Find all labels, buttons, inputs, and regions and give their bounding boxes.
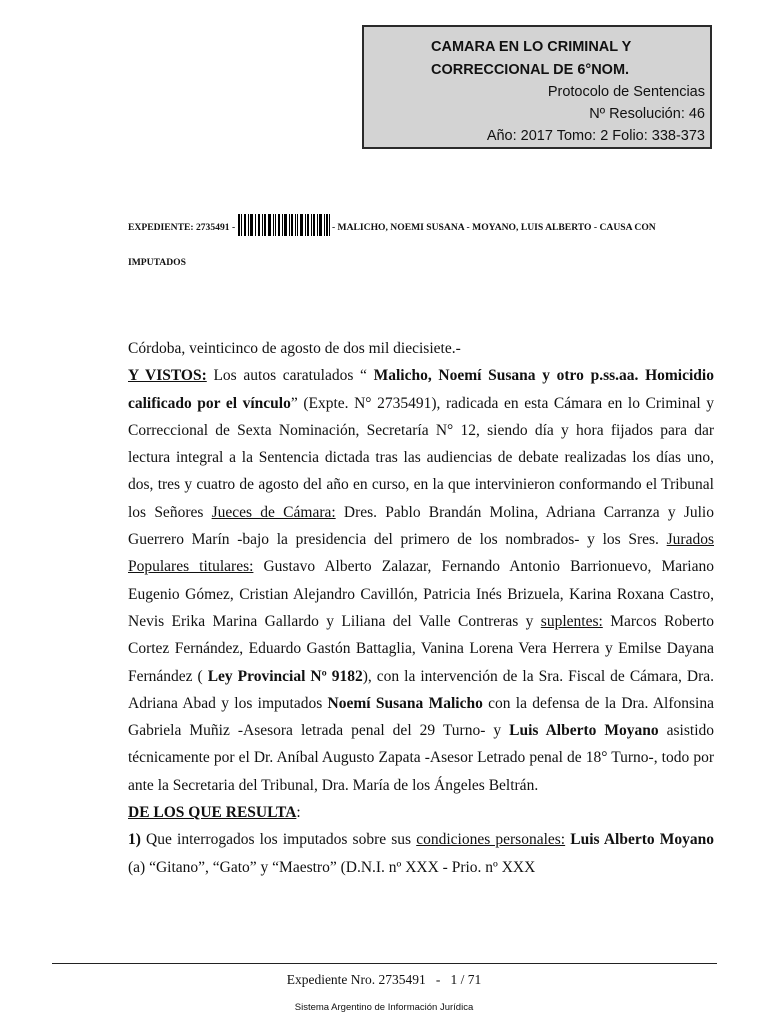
defendant-name: Noemí Susana Malicho	[327, 694, 483, 712]
resulta-heading: DE LOS QUE RESULTA	[128, 804, 297, 822]
footer-divider	[52, 963, 717, 964]
text-run: asistido técnicamente por el Dr. Aníbal Augusto Zapata -Asesor Letrado penal de 18° Turno-, todo por ante la Secretaria del Tribunal, Dra. María de los Ángeles Beltrán.	[128, 722, 714, 794]
court-name-line1: CAMARA EN LO CRIMINAL Y	[431, 39, 632, 55]
ruling-body	[128, 335, 714, 881]
resulta-heading-line	[128, 799, 714, 826]
text-run: (a) “Gitano”, “Gato” y “Maestro” (D.N.I. nº XXX - Prio. nº XXX	[128, 858, 536, 876]
substitutes-label: suplentes:	[540, 612, 603, 630]
expediente-header	[128, 216, 718, 240]
text-run: con la defensa de la Dra. Alfonsina Gabriela Muñiz -Asesora letrada penal del 29 Turno- y	[128, 694, 714, 740]
expediente-parties: - MALICHO, NOEMI SUSANA - MOYANO, LUIS ALBERTO - CAUSA CON	[331, 222, 656, 233]
text-run: :	[296, 804, 301, 822]
text-run: Los autos caratulados “	[206, 367, 374, 385]
defendant-name: Luis Alberto Moyano	[570, 831, 715, 849]
judges-label: Jueces de Cámara:	[211, 503, 336, 521]
resolution-number: Nº Resolución: 46	[589, 106, 705, 122]
case-title: Malicho, Noemí Susana y otro p.ss.aa. Homicidio calificado por el vínculo	[128, 367, 714, 412]
defendant-name: Luis Alberto Moyano	[509, 722, 659, 740]
text-run: ), con la intervención de la Sra. Fiscal de Cámara, Dra. Adriana Abad y los imputados	[128, 667, 714, 712]
text-run: ” (Expte. N° 2735491), radicada en esta Cámara en lo Criminal y Correccional de Sexta Nominación, Secretaría N° 12, siendo día y hora fijados para dar lectura integral a la Sentencia dictada tras las audiencias de debate realizadas los días uno, dos, tres y cuatro de agosto del año en curso, en la que intervinieron conformando el Tribunal los Señores	[128, 394, 714, 521]
court-name-line2: CORRECCIONAL DE 6°NOM.	[431, 62, 630, 78]
footer-page-info: Expediente Nro. 2735491 - 1 / 71	[286, 972, 482, 987]
barcode-icon	[238, 214, 330, 236]
personal-conditions-label: condiciones personales:	[416, 831, 566, 849]
court-header-box	[362, 25, 712, 149]
text-run: Gustavo Alberto Zalazar, Fernando Antonio Barrionuevo, Mariano Eugenio Gómez, Cristian Alejandro Cavillón, Patricia Inés Brizuela, Karina Roxana Castro, Nevis Erika Marina Gallardo y Liliana del Valle Contreras y	[128, 558, 714, 630]
year-volume-folio: Año: 2017 Tomo: 2 Folio: 338-373	[486, 128, 705, 144]
vistos-paragraph	[128, 362, 714, 799]
vistos-heading: Y VISTOS:	[128, 367, 207, 385]
text-run: Marcos Roberto Cortez Fernández, Eduardo Gastón Battaglia, Vanina Lorena Vera Herrera y Emilse Dayana Fernández (	[128, 612, 715, 685]
law-reference: Ley Provincial Nº 9182	[207, 667, 363, 685]
item-number: 1)	[128, 831, 141, 849]
expediente-header-line2: IMPUTADOS	[128, 257, 186, 268]
jurors-label: Jurados Populares titulares:	[128, 531, 714, 576]
footer-system-name: Sistema Argentino de Información Jurídica	[294, 1002, 474, 1013]
expediente-prefix: EXPEDIENTE: 2735491 -	[128, 222, 236, 233]
item-1-paragraph	[128, 826, 714, 881]
protocol-label: Protocolo de Sentencias	[547, 84, 705, 100]
text-run: Que interrogados los imputados sobre sus	[140, 831, 417, 849]
text-run: Dres. Pablo Brandán Molina, Adriana Carranza y Julio Guerrero Marín -bajo la presidencia del primero de los nombrados- y los Sres.	[128, 503, 714, 549]
date-line: Córdoba, veinticinco de agosto de dos mil diecisiete.-	[128, 340, 461, 357]
